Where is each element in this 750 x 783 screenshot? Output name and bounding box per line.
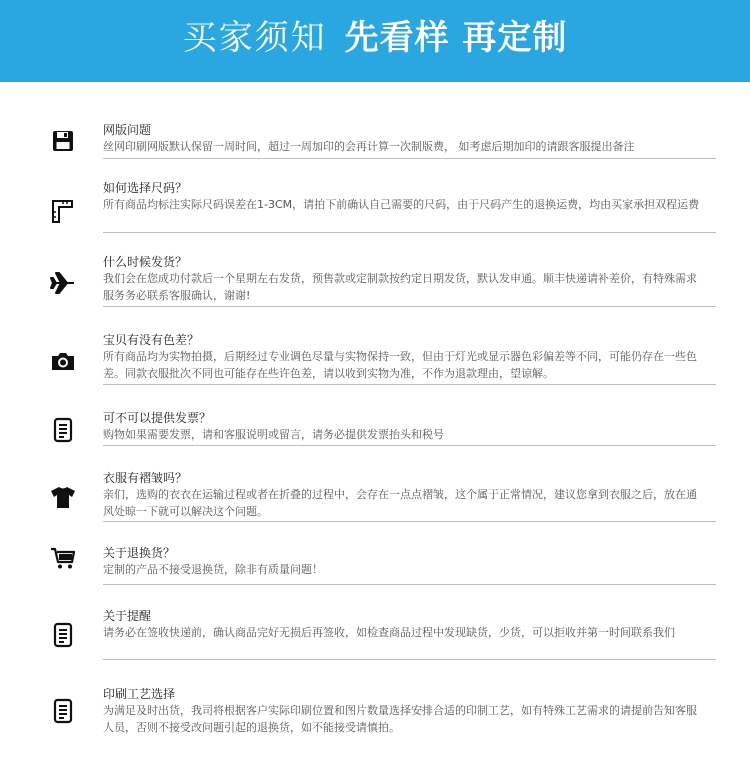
save-icon (50, 128, 76, 154)
notice-title: 宝贝有没有色差？ (103, 333, 200, 347)
divider (103, 521, 716, 522)
notice-title: 如何选择尺码？ (103, 181, 188, 195)
notice-title: 印刷工艺选择 (103, 687, 176, 701)
notice-desc: 定制的产品不接受退换货，除非有质量问题！ (103, 563, 323, 576)
receipt-icon (50, 417, 76, 443)
page-title-light: 买家须知 (182, 18, 327, 58)
divider (103, 445, 716, 446)
ruler-icon (50, 198, 76, 224)
notice-desc: 所有商品均标注实际尺码误差在1-3CM，请拍下前确认自己需要的尺码，由于尺码产生的退换运费，均由买家承担双程运费 (103, 198, 700, 211)
notice-desc: 购物如果需要发票，请和客服说明或留言，请务必提供发票抬头和税号 (103, 428, 444, 441)
divider (103, 232, 716, 233)
divider (103, 384, 716, 385)
notice-desc: 请务必在签收快递前，确认商品完好无损后再签收，如检查商品过程中发现缺货，少货，可以拒收并第一时间联系我们 (103, 626, 675, 639)
notice-title: 关于退换货？ (103, 546, 176, 560)
notice-title: 什么时候发货？ (103, 255, 188, 269)
header-banner (0, 0, 750, 82)
notice-desc: 所有商品均为实物拍摄，后期经过专业调色尽量与实物保持一致，但由于灯光或显示器色彩偏差等不同，可能仍存在一些色差。同款衣服批次不同也可能存在些许色差，请以收到实物为准，不作为退款理由，望谅解。 (103, 350, 697, 380)
page-title (0, 18, 750, 58)
receipt-icon (50, 622, 76, 648)
notice-desc: 我们会在您成功付款后一个星期左右发货，预售款或定制款按约定日期发货，默认发申通。顺丰快递请补差价，有特殊需求服务务必联系客服确认，谢谢! (103, 272, 697, 302)
notice-desc: 亲们，选购的衣衣在运输过程或者在折叠的过程中，会存在一点点褶皱，这个属于正常情况，建议您拿到衣服之后，放在通风处晾一下就可以解决这个问题。 (103, 488, 697, 518)
cart-icon (50, 545, 76, 571)
tshirt-icon (50, 484, 76, 510)
divider (103, 659, 716, 660)
notice-title: 关于提醒 (103, 609, 152, 623)
page-title-bold: 先看样 再定制 (344, 18, 568, 58)
notice-title: 网版问题 (103, 123, 152, 137)
divider (103, 158, 716, 159)
divider (103, 306, 716, 307)
receipt-icon (50, 698, 76, 724)
airplane-icon (50, 270, 76, 296)
divider (103, 584, 716, 585)
notice-title: 衣服有褶皱吗？ (103, 471, 188, 485)
notice-title: 可不可以提供发票？ (103, 411, 212, 425)
camera-icon (50, 348, 76, 374)
notice-desc: 为满足及时出货，我司将根据客户实际印刷位置和图片数量选择安排合适的印制工艺，如有特殊工艺需求的请提前告知客服人员，否则不接受改问题引起的退换货，如不能接受请慎拍。 (103, 704, 697, 734)
notice-desc: 丝网印刷网版默认保留一周时间，超过一周加印的会再计算一次制版费， 如考虑后期加印的请跟客服提出备注 (103, 140, 635, 153)
